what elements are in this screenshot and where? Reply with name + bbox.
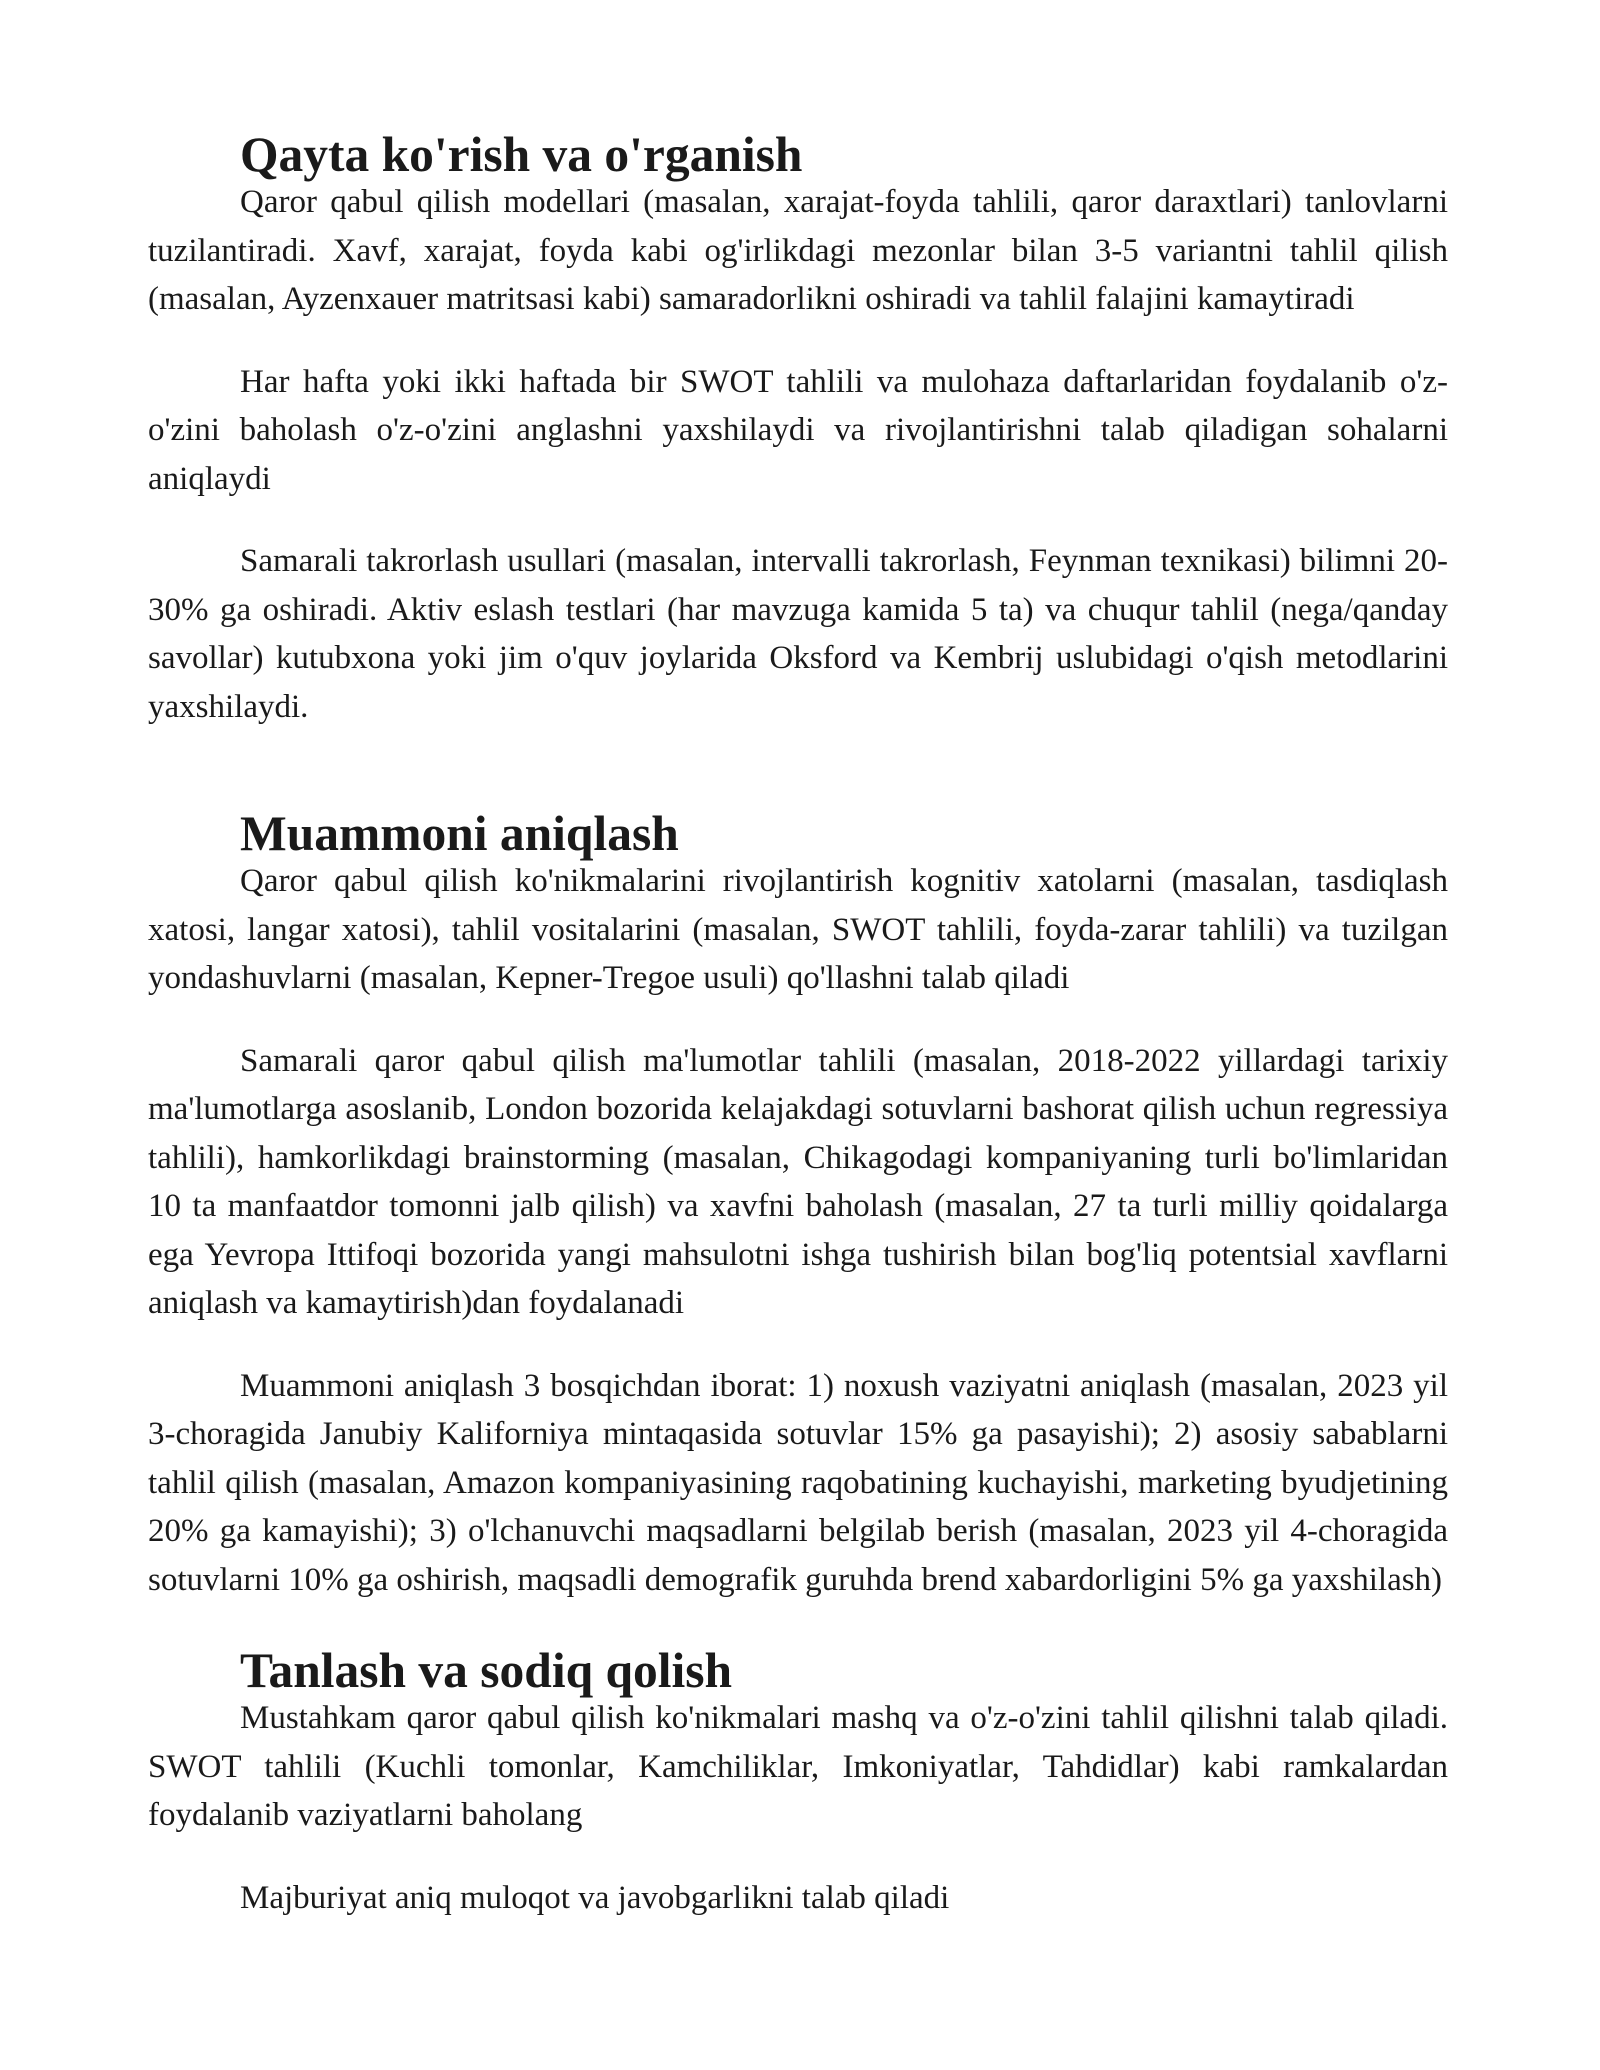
document-page (148, 127, 1448, 1922)
paragraph-three-stages: Muammoni aniqlash 3 bosqichdan iborat: 1) noxush vaziyatni aniqlash (masalan, 2023 yil 3-choragida Janubiy Kaliforniya mintaqasida sotuvlar 15% ga pasayishi); 2) asosiy sabablarni tahlil qilish (masalan, Amazon kompaniyasining raqobatining kuchayishi, marketing byudjetining 20% ga kamayishi); 3) o'lchanuvchi maqsadlarni belgilab berish (masalan, 2023 yil 4-choragida sotuvlarni 10% ga oshirish, maqsadli demografik guruhda brend xabardorligini 5% ga yaxshilash) (148, 1367, 1448, 1598)
section-heading-review: Qayta ko'rish va o'rganish (240, 127, 803, 182)
paragraph-effective-decisions: Samarali qaror qabul qilish ma'lumotlar tahlili (masalan, 2018-2022 yillardagi tarixiy ma'lumotlarga asoslanib, London bozorida kelajakdagi sotuvlarni bashorat qilish uchun regressiya tahlili), hamkorlikdagi brainstorming (masalan, Chikagodagi kompaniyaning turli bo'limlaridan 10 ta manfaatdor tomonni jalb qilish) va xavfni baholash (masalan, 27 ta turli milliy qoidalarga ega Yevropa Ittifoqi bozorida yangi mahsulotni ishga tushirish bilan bog'liq potentsial xavflarni aniqlash va kamaytirish)dan foydalanadi (148, 1042, 1448, 1321)
paragraph-commitment: Majburiyat aniq muloqot va javobgarlikni talab qiladi (240, 1879, 950, 1916)
section-heading-choose-commit: Tanlash va sodiq qolish (240, 1643, 733, 1698)
paragraph-robust-skills: Mustahkam qaror qabul qilish ko'nikmalari mashq va o'z-o'zini tahlil qilishni talab qiladi. SWOT tahlili (Kuchli tomonlar, Kamchiliklar, Imkoniyatlar, Tahdidlar) kabi ramkalardan foydalanib vaziyatlarni baholang (148, 1700, 1448, 1833)
section-heading-problem-definition: Muammoni aniqlash (240, 806, 679, 861)
paragraph-repetition-methods: Samarali takrorlash usullari (masalan, intervalli takrorlash, Feynman texnikasi) bilimni 20-30% ga oshiradi. Aktiv eslash testlari (har mavzuga kamida 5 ta) va chuqur tahlil (nega/qanday savollar) kutubxona yoki jim o'quv joylarida Oksford va Kembrij uslubidagi o'qish metodlarini yaxshilaydi. (148, 543, 1448, 725)
paragraph-self-assessment: Har hafta yoki ikki haftada bir SWOT tahlili va mulohaza daftarlaridan foydalanib o'z-o'zini baholash o'z-o'zini anglashni yaxshilaydi va rivojlantirishni talab qiladigan sohalarni aniqlaydi (148, 363, 1448, 497)
paragraph-decision-models: Qaror qabul qilish modellari (masalan, xarajat-foyda tahlili, qaror daraxtlari) tanlovlarni tuzilantiradi. Xavf, xarajat, foyda kabi og'irlikdagi mezonlar bilan 3-5 variantni tahlil qilish (masalan, Ayzenxauer matritsasi kabi) samaradorlikni oshiradi va tahlil falajini kamaytiradi (148, 184, 1448, 317)
paragraph-cognitive-errors: Qaror qabul qilish ko'nikmalarini rivojlantirish kognitiv xatolarni (masalan, tasdiqlash xatosi, langar xatosi), tahlil vositalarini (masalan, SWOT tahlili, foyda-zarar tahlili) va tuzilgan yondashuvlarni (masalan, Kepner-Tregoe usuli) qo'llashni talab qiladi (148, 863, 1448, 996)
